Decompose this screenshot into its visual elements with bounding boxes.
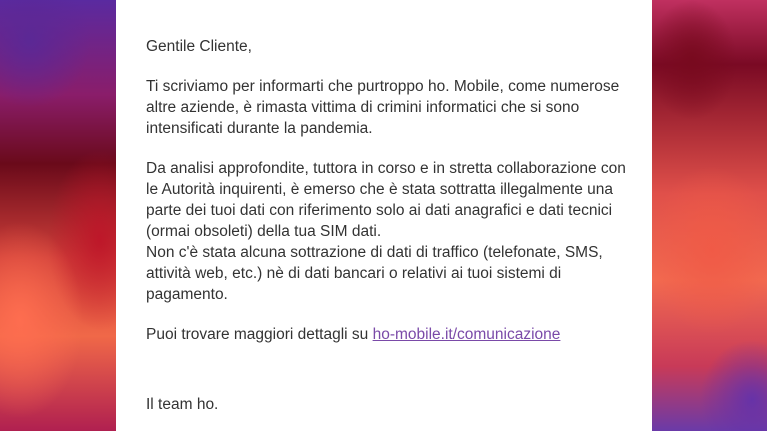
email-more-info bbox=[146, 324, 636, 345]
email-paragraph-no-traffic: Non c'è stata alcuna sottrazione di dati di traffico (telefonate, SMS, attività web, etc.) nè di dati bancari o relativi ai tuoi sistemi di pagamento. bbox=[146, 244, 603, 303]
email-body bbox=[146, 36, 636, 415]
background-right-gradient bbox=[652, 0, 767, 431]
email-greeting: Gentile Cliente, bbox=[146, 38, 252, 55]
email-paragraph-analysis: Da analisi approfondite, tuttora in corso e in stretta collaborazione con le Autorità inquirenti, è emerso che è stata sottratta illegalmente una parte dei tuoi dati con riferimento solo ai dati anagrafici e dati tecnici (ormai obsoleti) della tua SIM dati. bbox=[146, 160, 626, 240]
email-paragraph-intro: Ti scriviamo per informarti che purtroppo ho. Mobile, come numerose altre aziende, è rimasta vittima di crimini informatici che si sono intensificati durante la pandemia. bbox=[146, 78, 620, 137]
more-info-link[interactable]: ho-mobile.it/comunicazione bbox=[372, 326, 561, 343]
email-card bbox=[116, 0, 652, 431]
background-left-gradient bbox=[0, 0, 116, 431]
more-info-text: Puoi trovare maggiori dettagli su bbox=[146, 326, 373, 343]
email-signoff: Il team ho. bbox=[146, 396, 219, 413]
